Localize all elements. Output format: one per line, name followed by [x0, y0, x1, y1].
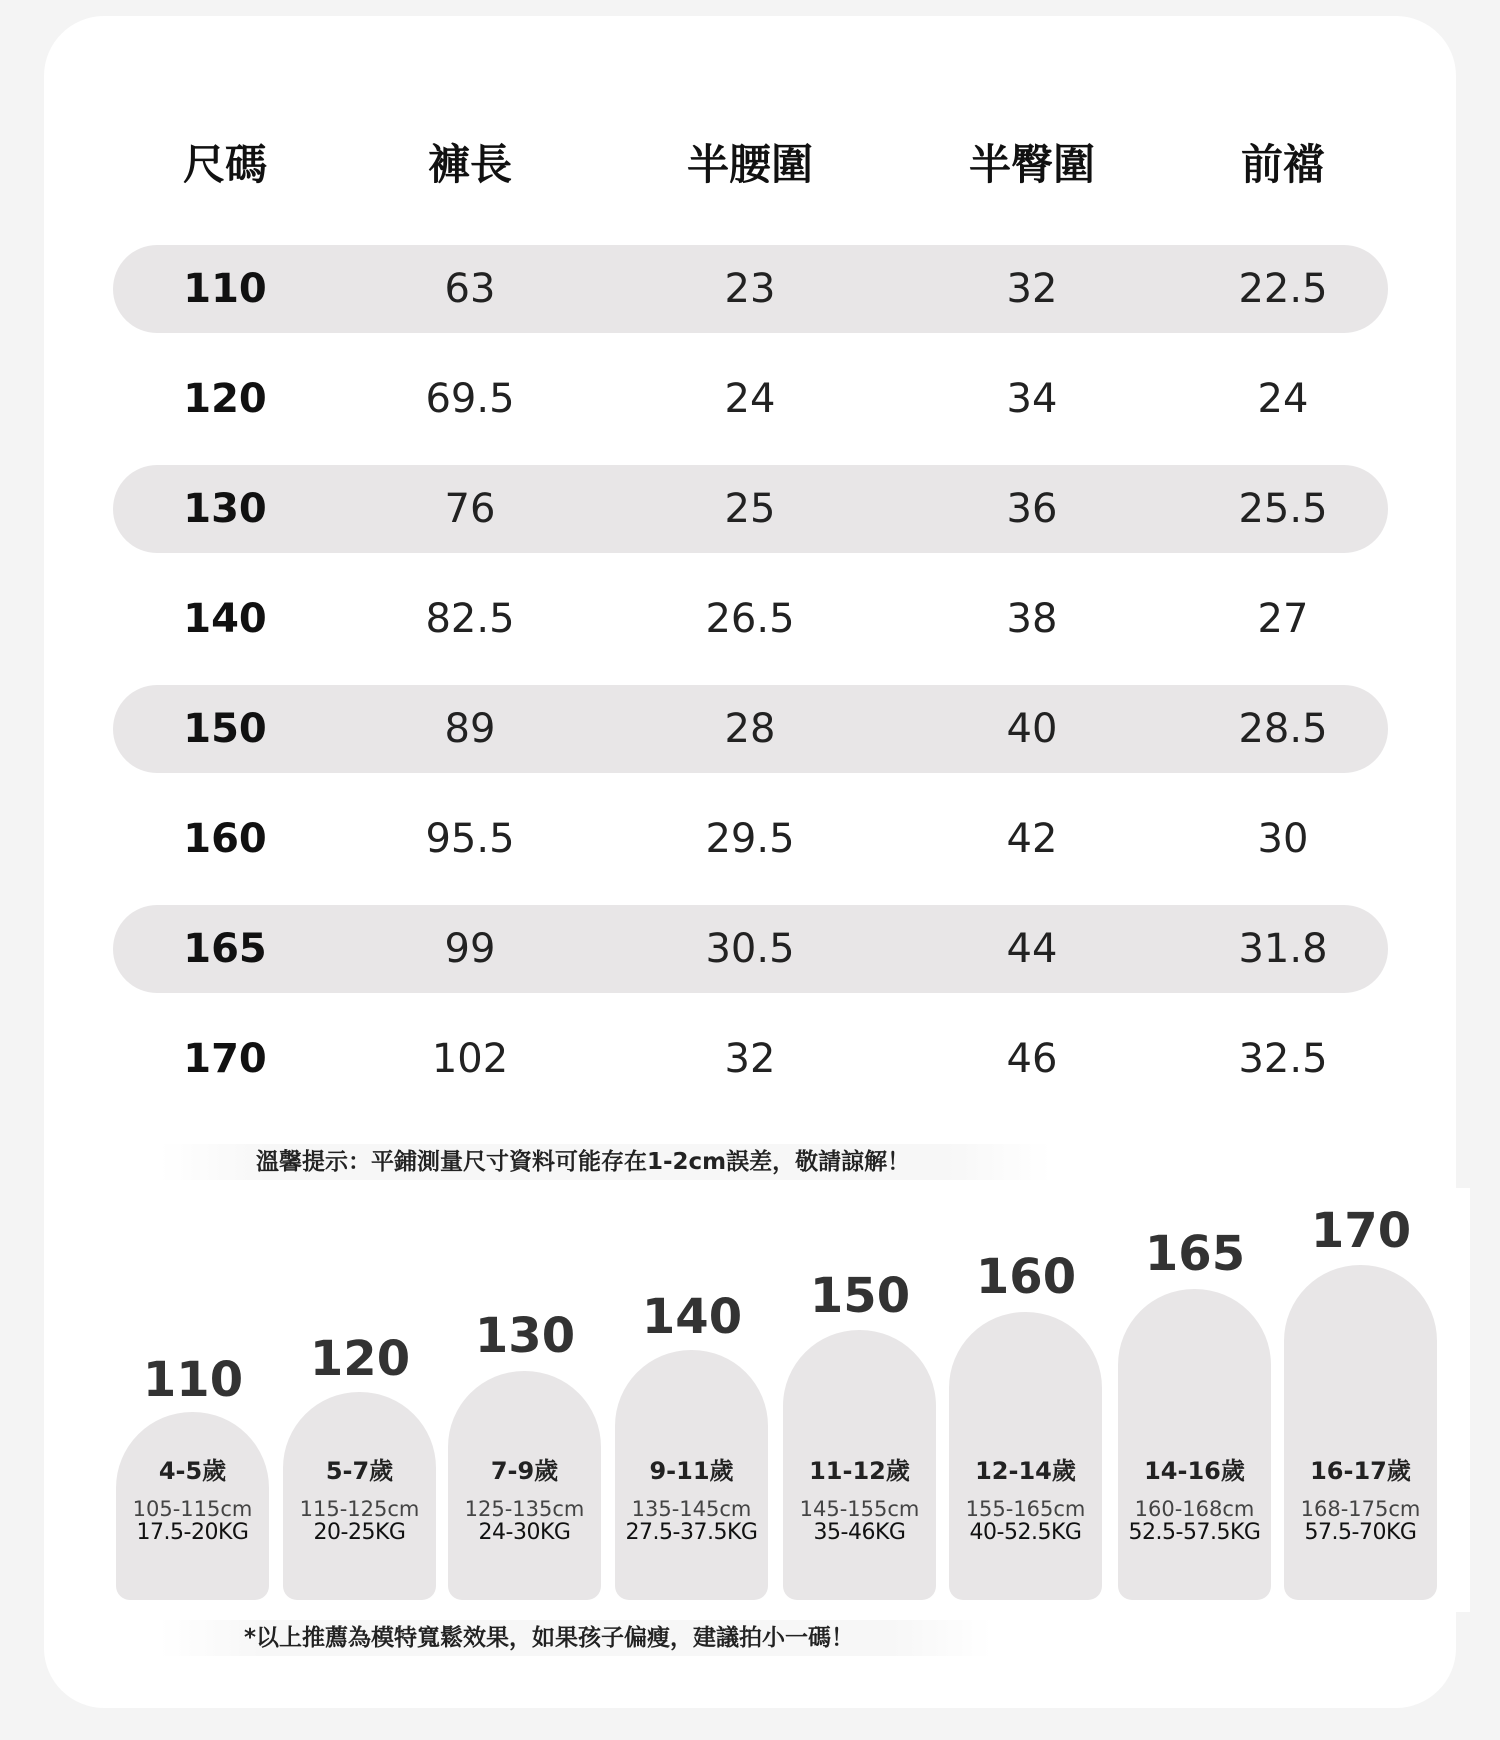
cell-half-waist: 32: [724, 1036, 776, 1082]
cell-half-waist: 26.5: [705, 596, 795, 642]
cell-half-hip: 44: [1006, 926, 1058, 972]
cell-front-rise: 30: [1257, 816, 1309, 862]
cell-half-hip: 32: [1006, 266, 1058, 312]
recommendation-card: [615, 1289, 768, 1600]
recommendation-weight: 17.5-20KG: [136, 1520, 249, 1545]
cell-half-waist: 29.5: [705, 816, 795, 862]
cell-pants-length: 99: [444, 926, 496, 972]
table-row: [113, 575, 1388, 663]
table-row: [113, 905, 1388, 993]
recommendation-weight: 27.5-37.5KG: [625, 1520, 758, 1545]
recommendation-age: 11-12歲: [809, 1457, 910, 1485]
recommendation-weight: 35-46KG: [813, 1520, 906, 1545]
recommendation-size: 160: [975, 1249, 1077, 1305]
recommendation-size: 150: [809, 1268, 911, 1324]
cell-pants-length: 76: [444, 486, 496, 532]
recommendation-age: 14-16歲: [1144, 1457, 1245, 1485]
cell-pants-length: 69.5: [425, 376, 515, 422]
recommendation-age: 12-14歲: [975, 1457, 1076, 1485]
header-half-waist: 半腰圍: [686, 140, 813, 189]
cell-half-waist: 28: [724, 706, 776, 752]
cell-half-hip: 36: [1006, 486, 1058, 532]
cell-front-rise: 22.5: [1238, 266, 1328, 312]
recommendation-weight: 52.5-57.5KG: [1128, 1520, 1261, 1545]
cell-half-waist: 30.5: [705, 926, 795, 972]
recommendation-card: [283, 1331, 436, 1600]
recommendation-card: [783, 1268, 936, 1600]
measurement-tip: 溫馨提示：平鋪測量尺寸資料可能存在1-2cm誤差，敬請諒解！: [160, 1144, 1052, 1180]
header-size: 尺碼: [182, 140, 267, 189]
header-front-rise: 前襠: [1240, 140, 1325, 189]
recommendation-height: 115-125cm: [299, 1497, 420, 1521]
recommendation-weight: 20-25KG: [313, 1520, 406, 1545]
header-pants-length: 褲長: [427, 140, 512, 189]
recommendation-size: 170: [1310, 1203, 1412, 1259]
cell-half-hip: 38: [1006, 596, 1058, 642]
cell-front-rise: 31.8: [1238, 926, 1328, 972]
recommendation-age: 16-17歲: [1310, 1457, 1411, 1485]
recommendation-height: 105-115cm: [132, 1497, 253, 1521]
recommendation-size: 110: [142, 1352, 244, 1408]
recommendation-age: 4-5歲: [158, 1457, 227, 1485]
cell-half-waist: 23: [724, 266, 776, 312]
recommendation-height: 155-165cm: [965, 1497, 1086, 1521]
recommendation-size: 130: [474, 1308, 576, 1364]
cell-front-rise: 25.5: [1238, 486, 1328, 532]
recommendation-card: [448, 1308, 601, 1600]
table-row: [113, 245, 1388, 333]
recommendation-size: 140: [641, 1289, 743, 1345]
recommendation-card: [1284, 1203, 1437, 1600]
cell-size: 170: [183, 1036, 267, 1082]
recommendation-height: 160-168cm: [1134, 1497, 1255, 1521]
table-row: [113, 795, 1388, 883]
fit-note: *以上推薦為模特寬鬆效果，如果孩子偏瘦，建議拍小一碼！: [160, 1620, 992, 1656]
cell-half-waist: 25: [724, 486, 776, 532]
recommendation-card: [949, 1249, 1102, 1600]
cell-pants-length: 63: [444, 266, 496, 312]
recommendation-weight: 57.5-70KG: [1304, 1520, 1417, 1545]
table-row: [113, 685, 1388, 773]
size-recommendation-panel: [108, 1188, 1470, 1612]
cell-front-rise: 28.5: [1238, 706, 1328, 752]
recommendation-age: 9-11歲: [649, 1457, 734, 1485]
cell-size: 150: [183, 706, 267, 752]
cell-size: 165: [183, 926, 267, 972]
cell-front-rise: 24: [1257, 376, 1309, 422]
table-row: [113, 465, 1388, 553]
cell-front-rise: 27: [1257, 596, 1309, 642]
recommendation-weight: 24-30KG: [478, 1520, 571, 1545]
cell-size: 140: [183, 596, 267, 642]
cell-pants-length: 82.5: [425, 596, 515, 642]
cell-front-rise: 32.5: [1238, 1036, 1328, 1082]
table-row: [113, 355, 1388, 443]
cell-size: 110: [183, 266, 267, 312]
cell-pants-length: 89: [444, 706, 496, 752]
cell-pants-length: 95.5: [425, 816, 515, 862]
recommendation-age: 7-9歲: [490, 1457, 559, 1485]
cell-pants-length: 102: [431, 1036, 509, 1082]
cell-half-hip: 42: [1006, 816, 1058, 862]
recommendation-weight: 40-52.5KG: [969, 1520, 1082, 1545]
cell-half-hip: 34: [1006, 376, 1058, 422]
recommendation-card: [1118, 1226, 1271, 1600]
recommendation-height: 145-155cm: [799, 1497, 920, 1521]
cell-size: 130: [183, 486, 267, 532]
recommendation-height: 135-145cm: [631, 1497, 752, 1521]
cell-half-waist: 24: [724, 376, 776, 422]
table-row: [113, 1015, 1388, 1103]
header-half-hip: 半臀圍: [968, 140, 1095, 189]
table-header: [0, 125, 1500, 205]
recommendation-size: 120: [309, 1331, 411, 1387]
cell-size: 120: [183, 376, 267, 422]
recommendation-height: 125-135cm: [464, 1497, 585, 1521]
cell-size: 160: [183, 816, 267, 862]
recommendation-age: 5-7歲: [325, 1457, 394, 1485]
cell-half-hip: 40: [1006, 706, 1058, 752]
recommendation-card: [116, 1352, 269, 1600]
recommendation-height: 168-175cm: [1300, 1497, 1421, 1521]
cell-half-hip: 46: [1006, 1036, 1058, 1082]
recommendation-size: 165: [1144, 1226, 1246, 1282]
